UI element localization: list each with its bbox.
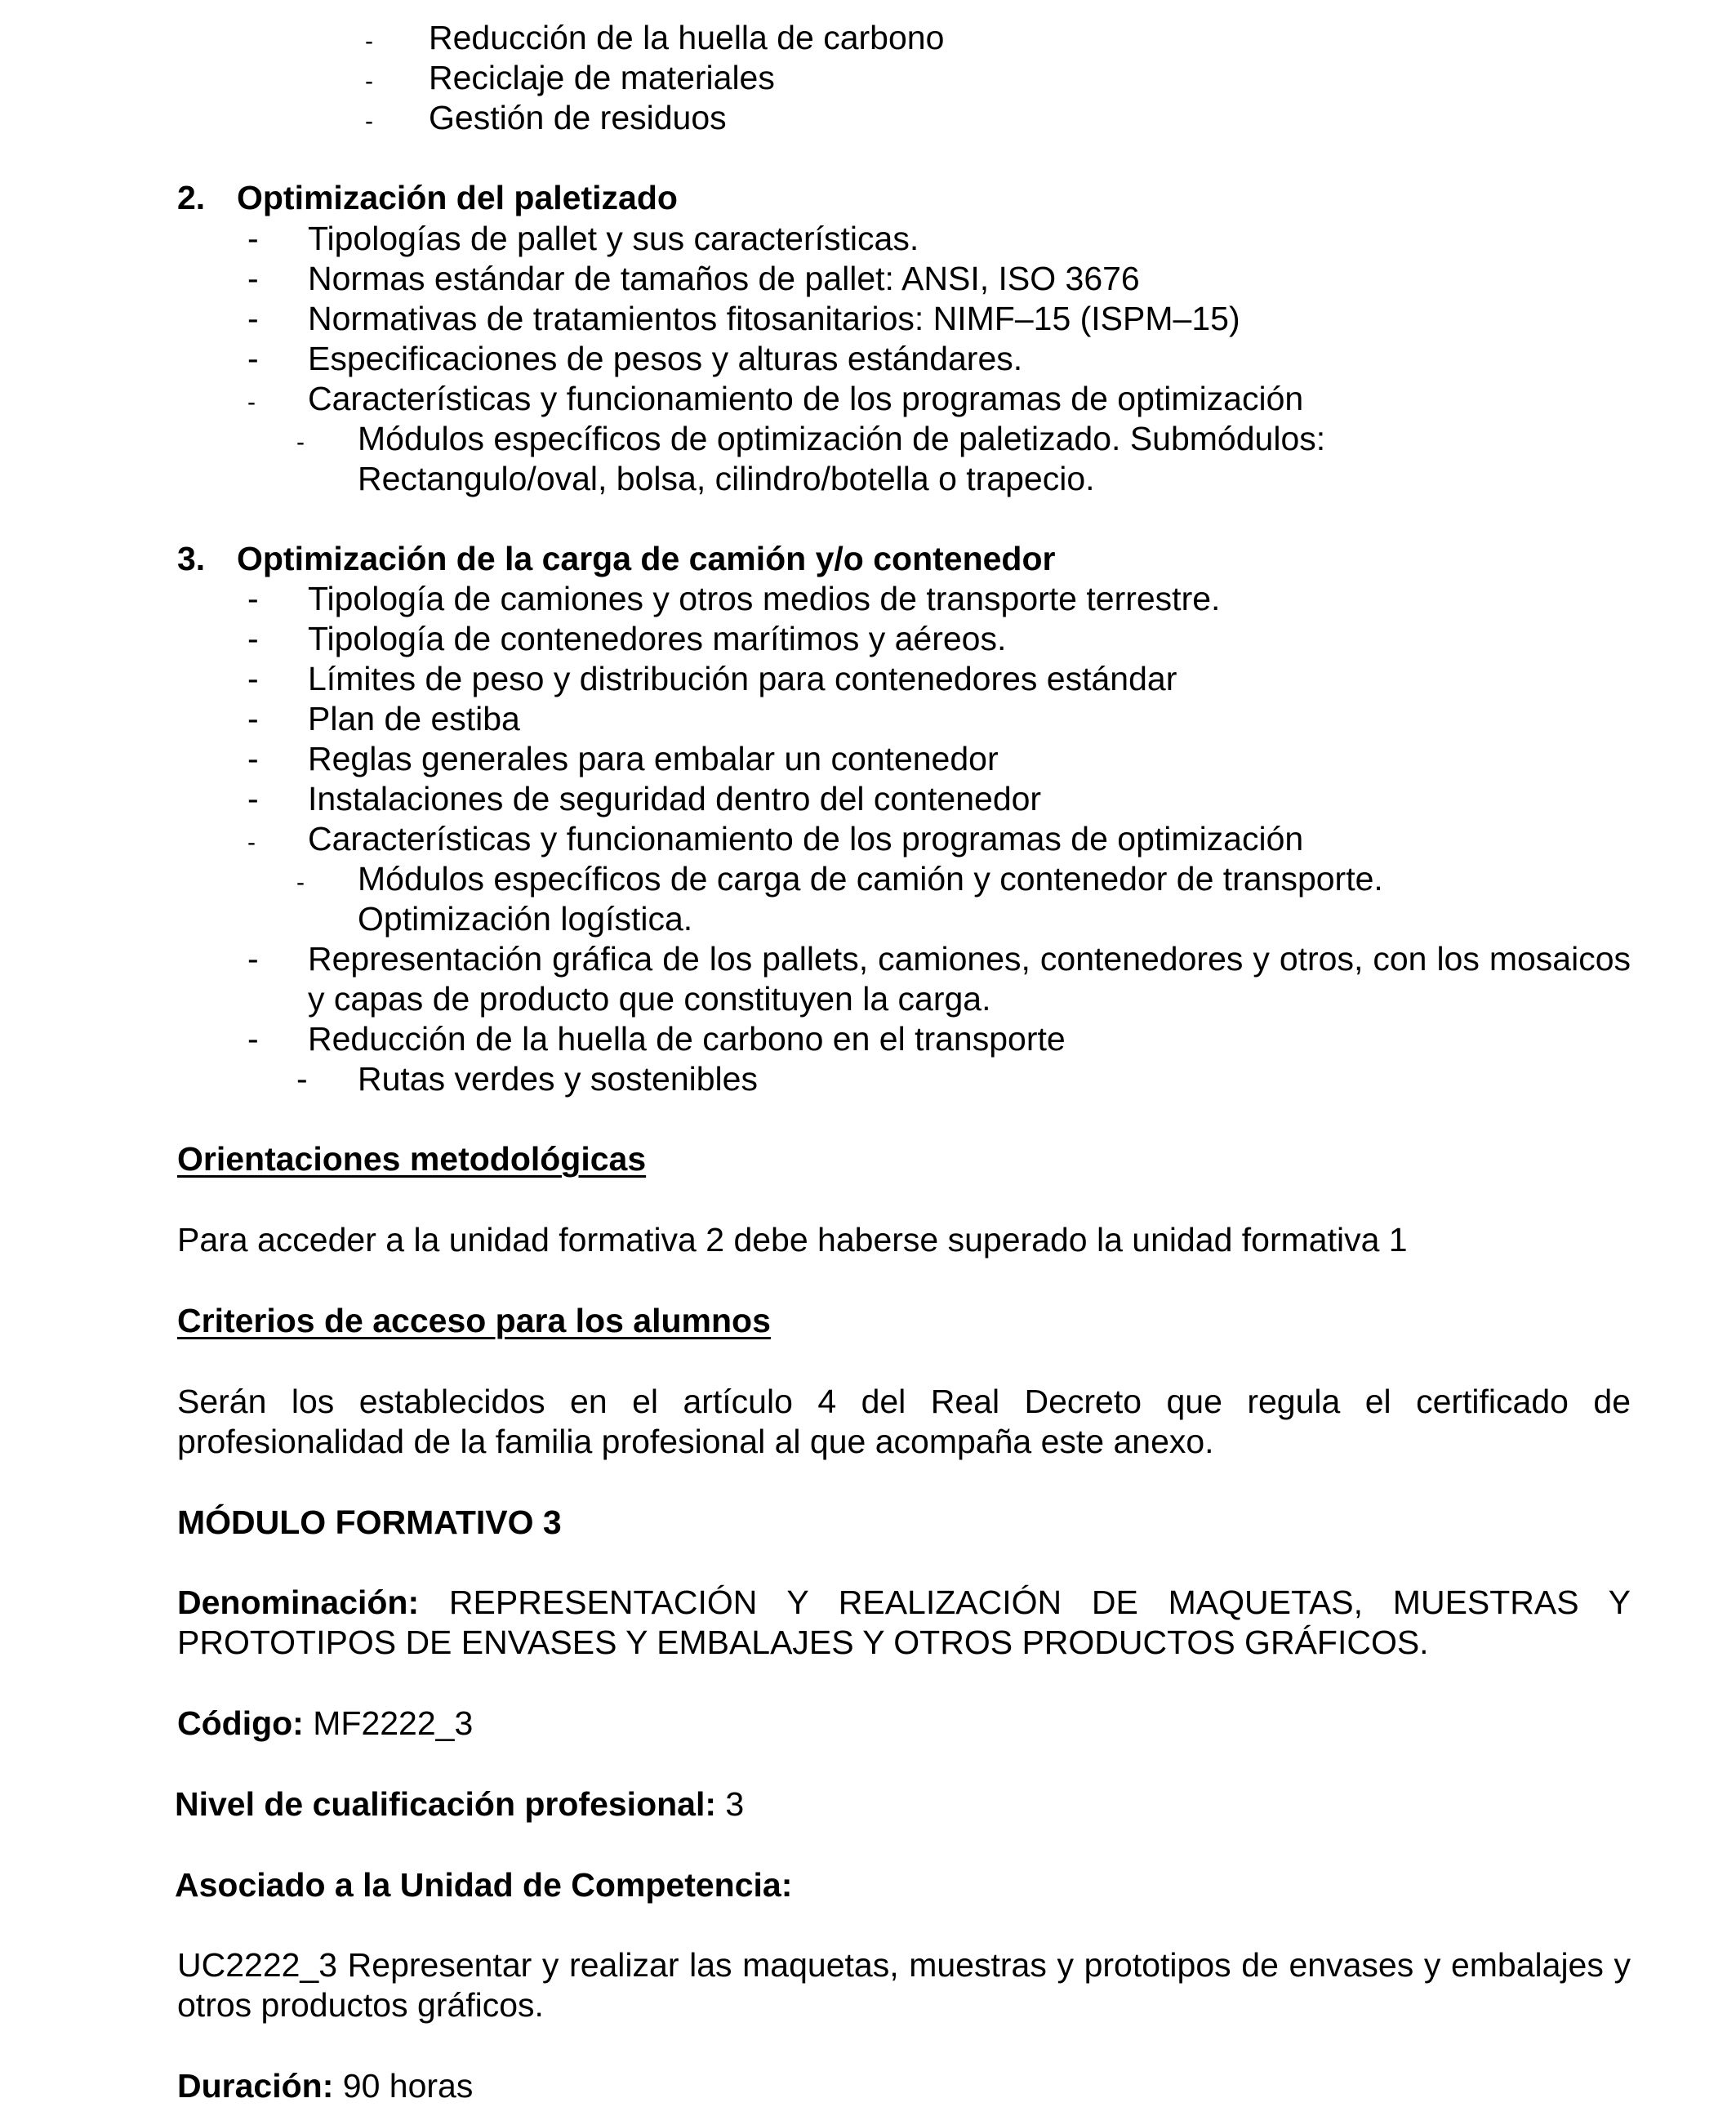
list-dash: - [247,940,259,978]
list-subitem: Rutas verdes y sostenibles [358,1060,758,1098]
nivel-value: 3 [725,1785,745,1823]
list-item: Normas estándar de tamaños de pallet: ANSI, ISO 3676 [308,260,1140,297]
list-dash: - [247,580,259,617]
list-subitem: Módulos específicos de optimización de paletizado. Submódulos: [358,420,1326,457]
list-dash: - [247,620,259,657]
list-item: Especificaciones de pesos y alturas estándares. [308,340,1023,377]
list-item: Representación gráfica de los pallets, camiones, contenedores y otros, con los mosaicos y capas de producto que constituyen la carga. [308,940,1631,1018]
uc-paragraph: UC2222_3 Representar y realizar las maquetas, muestras y prototipos de envases y embalajes y otros productos gráficos. [177,1946,1631,2024]
list-item: Límites de peso y distribución para contenedores estándar [308,660,1177,697]
section-heading: Criterios de acceso para los alumnos [177,1302,771,1339]
denominacion-value: REPRESENTACIÓN Y REALIZACIÓN DE MAQUETAS, MUESTRAS Y PROTOTIPOS DE ENVASES Y EMBALAJES Y OTROS PRODUCTOS GRÁFICOS. [177,1584,1631,1661]
list-item: Plan de estiba [308,700,520,737]
list-dash: - [247,340,259,377]
duracion-field [177,2066,473,2106]
section-title: Optimización del paletizado [237,179,678,216]
list-item: Reciclaje de materiales [429,59,775,96]
list-item: Reglas generales para embalar un contenedor [308,740,999,777]
section-number: 2. [177,179,206,216]
list-subitem-continuation: Optimización logística. [358,900,693,938]
list-subitem-continuation: Rectangulo/oval, bolsa, cilindro/botella o trapecio. [358,460,1095,497]
section-title: Optimización de la carga de camión y/o contenedor [237,540,1056,577]
list-item: Instalaciones de seguridad dentro del contenedor [308,780,1042,817]
list-dash: - [247,389,256,416]
section-heading: Orientaciones metodológicas [177,1140,647,1178]
codigo-label: Código: [177,1704,304,1742]
asociado-label: Asociado a la Unidad de Competencia: [175,1866,793,1904]
list-dash: - [247,1020,259,1058]
list-dash: - [247,829,256,856]
list-item: Normativas de tratamientos fitosanitarios: NIMF–15 (ISPM–15) [308,300,1240,337]
list-subitem: Módulos específicos de carga de camión y contenedor de transporte. [358,860,1383,898]
paragraph: Serán los establecidos en el artículo 4 del Real Decreto que regula el certificado de profesionalidad de la familia profesional al que acompaña este anexo. [177,1383,1631,1460]
list-dash: - [296,429,305,456]
list-dash: - [365,28,373,55]
list-dash: - [296,1060,308,1098]
duracion-value: 90 horas [342,2067,474,2105]
module-heading: MÓDULO FORMATIVO 3 [177,1503,562,1541]
list-dash: - [247,300,259,337]
denominacion-label: Denominación: [177,1584,420,1621]
list-dash: - [247,660,259,697]
list-item: Reducción de la huella de carbono [429,19,945,56]
duracion-label: Duración: [177,2067,334,2105]
list-dash: - [247,700,259,737]
nivel-field [175,1784,744,1824]
list-item: Características y funcionamiento de los programas de optimización [308,380,1304,417]
list-dash: - [365,108,373,135]
codigo-value: MF2222_3 [313,1704,474,1742]
list-item: Características y funcionamiento de los programas de optimización [308,820,1304,858]
nivel-label: Nivel de cualificación profesional: [175,1785,717,1823]
codigo-field [177,1704,473,1744]
list-dash: - [296,869,305,896]
list-item: Reducción de la huella de carbono en el transporte [308,1020,1066,1058]
list-dash: - [247,260,259,297]
list-dash: - [247,220,259,257]
list-item: Gestión de residuos [429,99,727,136]
paragraph: Para acceder a la unidad formativa 2 debe haberse superado la unidad formativa 1 [177,1221,1408,1258]
list-item: Tipología de camiones y otros medios de transporte terrestre. [308,580,1221,617]
section-number: 3. [177,540,206,577]
list-item: Tipología de contenedores marítimos y aéreos. [308,620,1007,657]
list-dash: - [247,740,259,777]
list-item: Tipologías de pallet y sus características. [308,220,919,257]
list-dash: - [247,780,259,817]
denominacion-field [177,1583,1631,1663]
list-dash: - [365,68,373,95]
